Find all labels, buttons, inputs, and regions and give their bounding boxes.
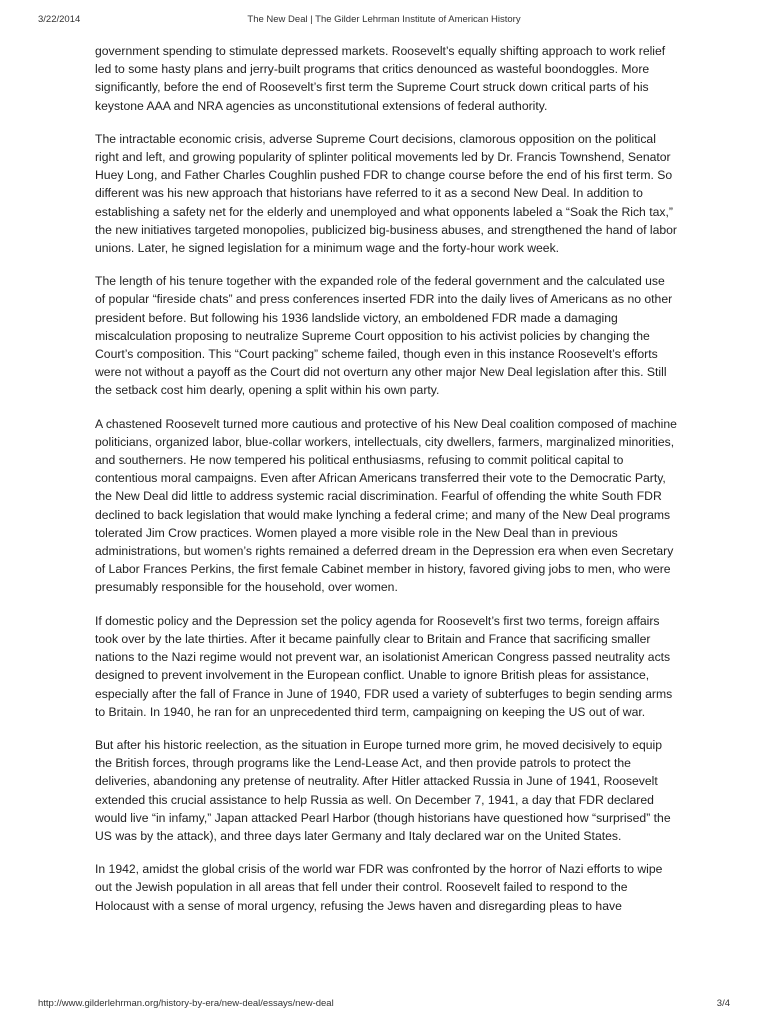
footer-url: http://www.gilderlehrman.org/history-by-era/new-deal/essays/new-deal: [38, 998, 334, 1009]
paragraph: The intractable economic crisis, adverse Supreme Court decisions, clamorous opposition on the political right and left, and growing popularity of splinter political movements led by Dr. Francis Townshend, Senator Huey Long, and Father Charles Coughlin pushed FDR to change course before the end of his first term. So different was his new approach that historians have referred to it as a second New Deal. In addition to establishing a safety net for the elderly and unemployed and what opponents labeled a “Soak the Rich tax,” the new initiatives targeted monopolies, publicized big-business abuses, and strengthened the hand of labor unions. Later, he signed legislation for a minimum wage and the forty-hour work week.: [95, 131, 677, 256]
header-date: 3/22/2014: [38, 14, 81, 25]
print-footer: [38, 998, 730, 1012]
header-page-title: The New Deal | The Gilder Lehrman Institute of American History: [247, 14, 521, 25]
paragraph: But after his historic reelection, as the situation in Europe turned more grim, he moved decisively to equip the British forces, through programs like the Lend-Lease Act, and then provide patrols to protect the deliveries, abandoning any pretense of neutrality. After Hitler attacked Russia in June of 1941, Roosevelt extended this crucial assistance to help Russia as well. On December 7, 1941, a day that FDR declared would live “in infamy,” Japan attacked Pearl Harbor (though historians have questioned how “surprised” the US was by the attack), and three days later Germany and Italy declared war on the United States.: [95, 737, 671, 843]
page-number: 3/4: [716, 998, 730, 1009]
article-body: [95, 42, 677, 930]
paragraph: If domestic policy and the Depression set the policy agenda for Roosevelt’s first two terms, foreign affairs took over by the late thirties. After it became painfully clear to Britain and France that sacrificing smaller nations to the Nazi regime would not prevent war, an isolationist American Congress passed neutrality acts designed to prevent involvement in the European conflict. Unable to ignore British pleas for assistance, especially after the fall of France in June of 1940, FDR used a variety of subterfuges to begin sending arms to Britain. In 1940, he ran for an unprecedented third term, campaigning on keeping the US out of war.: [95, 613, 673, 719]
print-header: [38, 14, 730, 28]
paragraph: government spending to stimulate depressed markets. Roosevelt’s equally shifting approach to work relief led to some hasty plans and jerry-built programs that critics denounced as wasteful boondoggles. More significantly, before the end of Roosevelt’s first term the Supreme Court struck down critical parts of his keystone AAA and NRA agencies as unconstitutional extensions of federal authority.: [95, 44, 666, 113]
paragraph: In 1942, amidst the global crisis of the world war FDR was confronted by the horror of Nazi efforts to wipe out the Jewish population in all areas that fell under their control. Roosevelt failed to respond to the Holocaust with a sense of moral urgency, refusing the Jews haven and disregarding pleas to have: [95, 862, 663, 913]
paragraph: The length of his tenure together with the expanded role of the federal government and the calculated use of popular “fireside chats” and press conferences inserted FDR into the daily lives of Americans as no other president before. But following his 1936 landslide victory, an emboldened FDR made a damaging miscalculation proposing to neutralize Supreme Court opposition to his activist policies by changing the Court’s composition. This “Court packing” scheme failed, though even in this instance Roosevelt’s efforts were not without a payoff as the Court did not overturn any other major New Deal legislation after this. Still the setback cost him dearly, opening a split within his own party.: [95, 274, 673, 398]
paragraph: A chastened Roosevelt turned more cautious and protective of his New Deal coalition composed of machine politicians, organized labor, blue-collar workers, intellectuals, city dwellers, farmers, marginalized minorities, and southerners. He now tempered his political enthusiasms, refusing to commit political capital to contentious moral campaigns. Even after African Americans transferred their vote to the Democratic Party, the New Deal did little to address systemic racial discrimination. Fearful of offending the white South FDR declined to back legislation that would make lynching a federal crime; and many of the New Deal programs tolerated Jim Crow practices. Women played a more visible role in the New Deal than in previous administrations, but women’s rights remained a deferred dream in the Depression era when even Secretary of Labor Frances Perkins, the first female Cabinet member in history, favored giving jobs to men, who were presumably responsible for the household, over women.: [95, 416, 677, 595]
